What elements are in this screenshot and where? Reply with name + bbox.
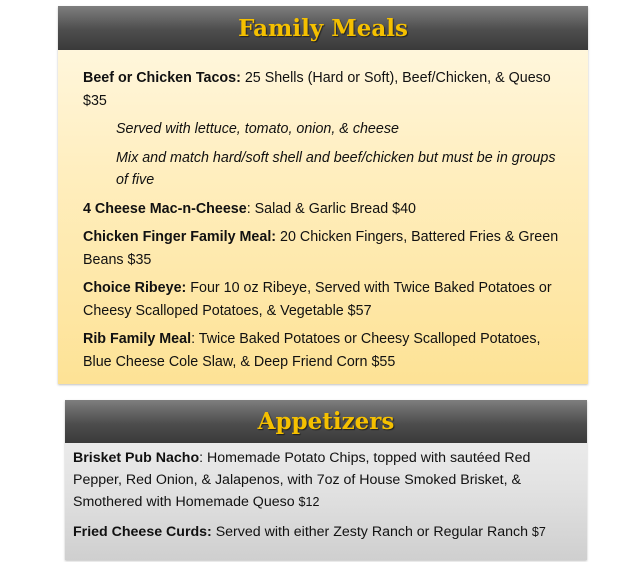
tacos-note-mix-match: Mix and match hard/soft shell and beef/chicken but must be in groups of five [116, 149, 556, 188]
menu-item-choice-ribeye [83, 277, 568, 322]
menu-item-mac-n-cheese [83, 198, 568, 221]
family-meals-section [58, 6, 588, 384]
item-description: : Homemade Potato Chips, topped with sautéed Red Pepper, Red Onion, & Jalapenos, with 7oz of House Smoked Brisket, & Smothered with Homemade Queso [73, 450, 531, 510]
appetizers-list [65, 443, 587, 543]
family-meals-list [58, 50, 588, 373]
appetizers-header [65, 400, 587, 443]
tacos-note-toppings: Served with lettuce, tomato, onion, & cheese [116, 121, 399, 137]
appetizers-title: Appetizers [257, 408, 395, 435]
family-meals-header [58, 6, 588, 50]
item-description: : Twice Baked Potatoes or Cheesy Scalloped Potatoes, Blue Cheese Cole Slaw, & Deep Friend Corn $55 [83, 331, 541, 370]
item-name: Fried Cheese Curds: [73, 524, 212, 540]
item-name: Beef or Chicken Tacos: [83, 70, 241, 86]
item-name: Chicken Finger Family Meal: [83, 229, 277, 245]
item-name: Choice Ribeye: [83, 280, 187, 296]
item-description: Served with either Zesty Ranch or Regular Ranch [211, 524, 532, 540]
item-price: $12 [298, 495, 320, 509]
item-name: 4 Cheese Mac-n-Cheese [83, 200, 247, 217]
item-name: Rib Family Meal [83, 331, 192, 347]
menu-item-chicken-finger-meal [83, 226, 568, 271]
menu-item-rib-family-meal [83, 328, 568, 373]
item-description: 20 Chicken Fingers, Battered Fries & Green Beans $35 [83, 229, 559, 268]
appetizers-section [65, 400, 587, 560]
menu-item-fried-cheese-curds [73, 521, 577, 543]
item-name: Brisket Pub Nacho [73, 450, 200, 466]
menu-item-tacos [83, 67, 568, 112]
item-description: Four 10 oz Ribeye, Served with Twice Baked Potatoes or Cheesy Scalloped Potatoes, & Vegetable $57 [83, 280, 552, 319]
item-price: $7 [531, 525, 546, 539]
menu-item-brisket-pub-nacho [73, 447, 577, 513]
item-description: : Salad & Garlic Bread $40 [246, 200, 416, 217]
item-description: 25 Shells (Hard or Soft), Beef/Chicken, & Queso $35 [83, 70, 551, 109]
family-meals-title: Family Meals [238, 14, 408, 42]
